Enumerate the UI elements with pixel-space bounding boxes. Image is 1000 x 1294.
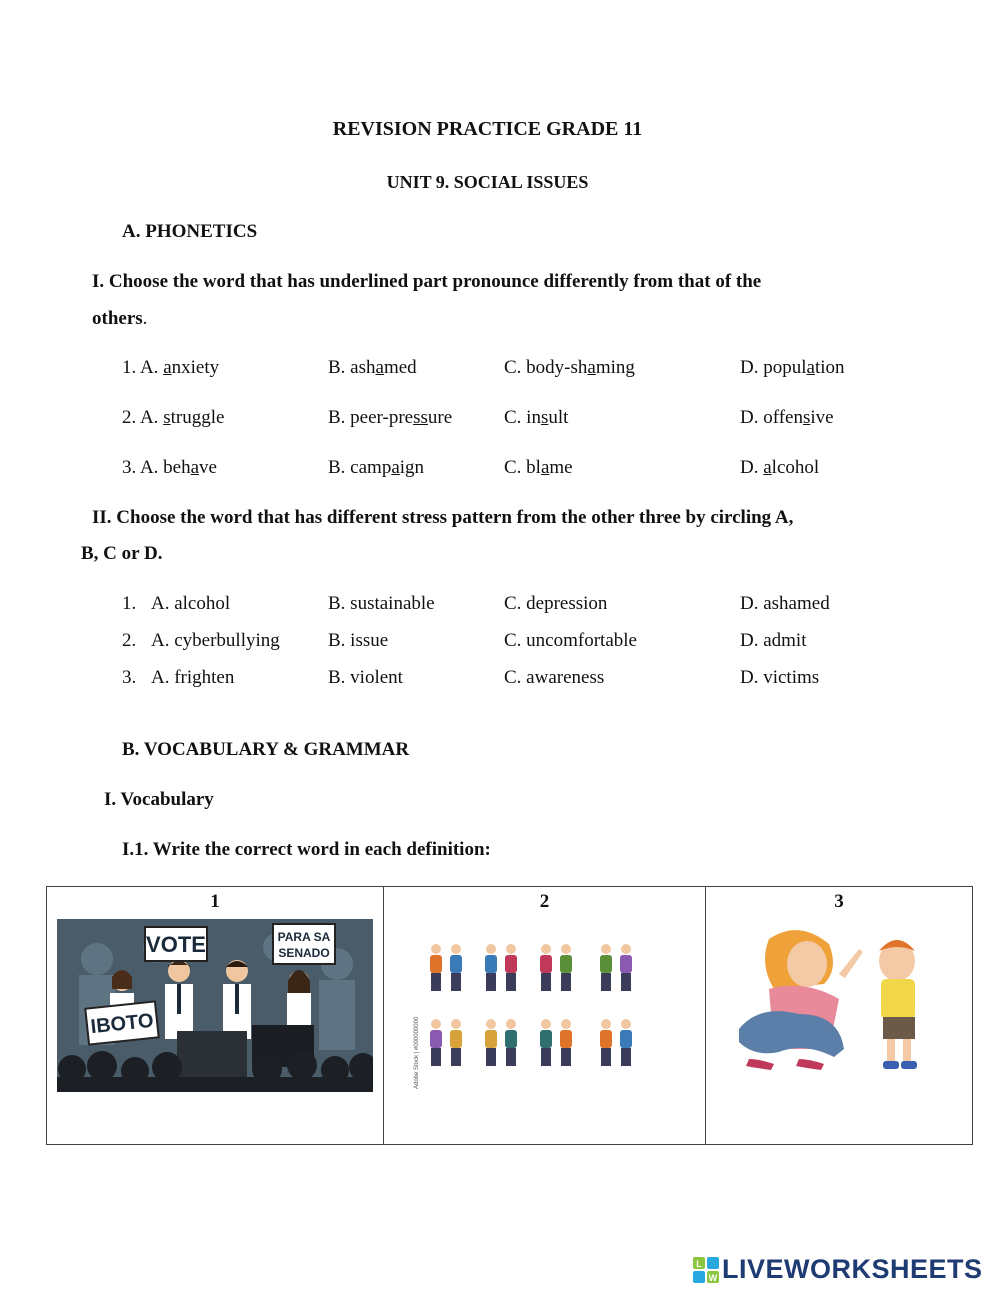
underlined-part: a [190, 457, 200, 478]
phonetics-option [328, 457, 424, 479]
phonetics-option [122, 407, 224, 429]
option-text: 1. A. [122, 357, 164, 378]
bullying-figure [620, 1030, 632, 1048]
option-text: ming [595, 357, 635, 378]
bullying-figure [430, 955, 442, 973]
underlined-part: a [163, 357, 172, 378]
phonetics-option [122, 457, 217, 479]
sign-vote: VOTE [146, 932, 206, 957]
phonetics-option [504, 457, 573, 479]
option-text: nxiety [171, 357, 220, 378]
part-i-instruction: I. Choose the word that has underlined part pronounce differently from that of the [92, 271, 762, 292]
phonetics-option [122, 357, 219, 379]
underlined-part: a [391, 457, 400, 478]
phonetics-option [328, 357, 417, 379]
bullying-figure [541, 944, 551, 954]
underlined-part: s [802, 407, 811, 428]
stress-option: A. alcohol [151, 593, 231, 614]
option-text: lcohol [771, 457, 820, 478]
underlined-part: s [163, 407, 171, 428]
option-text: B. peer-pre [328, 407, 414, 428]
question-number: 2. [122, 630, 137, 651]
underlined-part: ss [413, 407, 428, 428]
bullying-figure [600, 955, 612, 973]
part-i-instruction-cont: others. [92, 308, 148, 329]
picture-number-2: 2 [539, 891, 550, 912]
stress-option: A. frighten [151, 667, 235, 688]
bullying-figure [430, 1030, 442, 1048]
bullying-figure [431, 1048, 441, 1066]
option-text: ure [427, 407, 453, 428]
sign-para-sa: PARA SA [277, 930, 331, 944]
option-text: B. ash [328, 357, 376, 378]
bullying-figure [451, 944, 461, 954]
phonetics-option [740, 407, 834, 429]
stress-option: C. awareness [504, 667, 605, 688]
page-title: REVISION PRACTICE GRADE 11 [332, 118, 643, 140]
bullying-figure [506, 973, 516, 991]
liveworksheets-logo [693, 1254, 983, 1285]
bullying-figure [601, 944, 611, 954]
stress-option: C. uncomfortable [504, 630, 637, 651]
bullying-figure [541, 1048, 551, 1066]
bullying-figure [541, 973, 551, 991]
vocabulary-heading: I. Vocabulary [104, 789, 214, 810]
option-text: truggle [170, 407, 225, 428]
underlined-part: a [540, 457, 550, 478]
phonetics-option [740, 357, 845, 379]
bullying-figure [601, 1019, 611, 1029]
bullying-figure [560, 955, 572, 973]
bullying-figure [601, 973, 611, 991]
bullying-figure [485, 1030, 497, 1048]
option-text: ign [399, 457, 425, 478]
vocabulary-instruction: I.1. Write the correct word in each definition: [122, 839, 491, 860]
option-text: D. offen [740, 407, 803, 428]
bullying-figure [621, 1019, 631, 1029]
bullying-figure [486, 1048, 496, 1066]
bullying-figure [621, 973, 631, 991]
bullying-figure [561, 1019, 571, 1029]
logo-icon-letter-l: L [696, 1258, 702, 1269]
part-ii-instruction-cont: B, C or D. [81, 543, 163, 564]
unit-title: UNIT 9. SOCIAL ISSUES [386, 172, 589, 192]
phonetics-option [504, 357, 635, 379]
logo-icon-letter-w: W [708, 1272, 718, 1283]
picture-number-3: 3 [834, 891, 844, 912]
bullying-figure [450, 1030, 462, 1048]
bullying-figure [451, 1048, 461, 1066]
bullying-figure [431, 944, 441, 954]
bullying-figure [620, 955, 632, 973]
bullying-figure [506, 944, 516, 954]
section-a-heading: A. PHONETICS [122, 221, 258, 242]
bullying-figure [560, 1030, 572, 1048]
bullying-figure [506, 1048, 516, 1066]
bullying-figure [431, 973, 441, 991]
underlined-part: a [763, 457, 772, 478]
section-b-heading: B. VOCABULARY & GRAMMAR [122, 739, 410, 760]
bullying-figure [486, 944, 496, 954]
bullying-figure [540, 1030, 552, 1048]
bullying-figure [621, 1048, 631, 1066]
liveworksheets-logo-icon [693, 1257, 719, 1283]
stress-option: A. cyberbullying [151, 630, 280, 651]
bullying-figure [505, 955, 517, 973]
option-text: C. body-sh [504, 357, 588, 378]
bullying-figure [541, 1019, 551, 1029]
phonetics-option [740, 457, 819, 479]
bullying-figure [431, 1019, 441, 1029]
picture-number-1: 1 [210, 891, 220, 912]
underlined-part: a [806, 357, 815, 378]
part-ii-instruction: II. Choose the word that has different stress pattern from the other three by circling A, [92, 507, 794, 528]
bullying-figure [485, 955, 497, 973]
bullying-figure [621, 944, 631, 954]
option-text: B. camp [328, 457, 392, 478]
bullying-figure [561, 1048, 571, 1066]
bullying-figure [601, 1048, 611, 1066]
sign-iboto: IBOTO [89, 1009, 155, 1039]
bullying-figure [486, 1019, 496, 1029]
underlined-part: s [540, 407, 549, 428]
mother-and-child-image [729, 919, 949, 1079]
picture-cell-3 [706, 887, 973, 1145]
bullying-figure [561, 973, 571, 991]
option-text: D. [740, 457, 764, 478]
option-text: ult [548, 407, 569, 428]
bullying-figure [540, 955, 552, 973]
picture-cell-2 [384, 887, 706, 1145]
bullying-figure [600, 1030, 612, 1048]
underlined-part: a [587, 357, 596, 378]
option-text: ive [810, 407, 834, 428]
option-text: 3. A. beh [122, 457, 191, 478]
option-text: C. bl [504, 457, 541, 478]
election-campaign-image [57, 919, 373, 1092]
stress-option: C. depression [504, 593, 608, 614]
sign-senado: SENADO [278, 946, 330, 960]
stress-option: B. sustainable [328, 593, 435, 614]
bullying-figure [451, 973, 461, 991]
underlined-part: a [375, 357, 384, 378]
bullying-figure [506, 1019, 516, 1029]
phonetics-option [328, 407, 452, 429]
bullying-figure [505, 1030, 517, 1048]
stress-option: D. admit [740, 630, 807, 651]
bullying-figure [451, 1019, 461, 1029]
option-text: me [549, 457, 573, 478]
stress-option: B. issue [328, 630, 389, 651]
question-number: 3. [122, 667, 137, 688]
picture-cell-1 [47, 887, 384, 1145]
option-text: med [383, 357, 417, 378]
option-text: 2. A. [122, 407, 164, 428]
bullying-figure [486, 973, 496, 991]
question-number: 1. [122, 593, 137, 614]
option-text: ve [199, 457, 217, 478]
bullying-figure [450, 955, 462, 973]
liveworksheets-logo-text: LIVEWORKSHEETS [722, 1254, 983, 1284]
phonetics-option [504, 407, 568, 429]
option-text: C. in [504, 407, 541, 428]
option-text: D. popul [740, 357, 807, 378]
stress-option: D. ashamed [740, 593, 830, 614]
stress-option: D. victims [740, 667, 820, 688]
option-text: tion [814, 357, 845, 378]
bullying-figure [561, 944, 571, 954]
stress-option: B. violent [328, 667, 403, 688]
picture-table [46, 886, 973, 1145]
bullying-scenes-image [410, 919, 680, 1094]
stock-caption: Adobe Stock | #000000000 [413, 1016, 420, 1089]
